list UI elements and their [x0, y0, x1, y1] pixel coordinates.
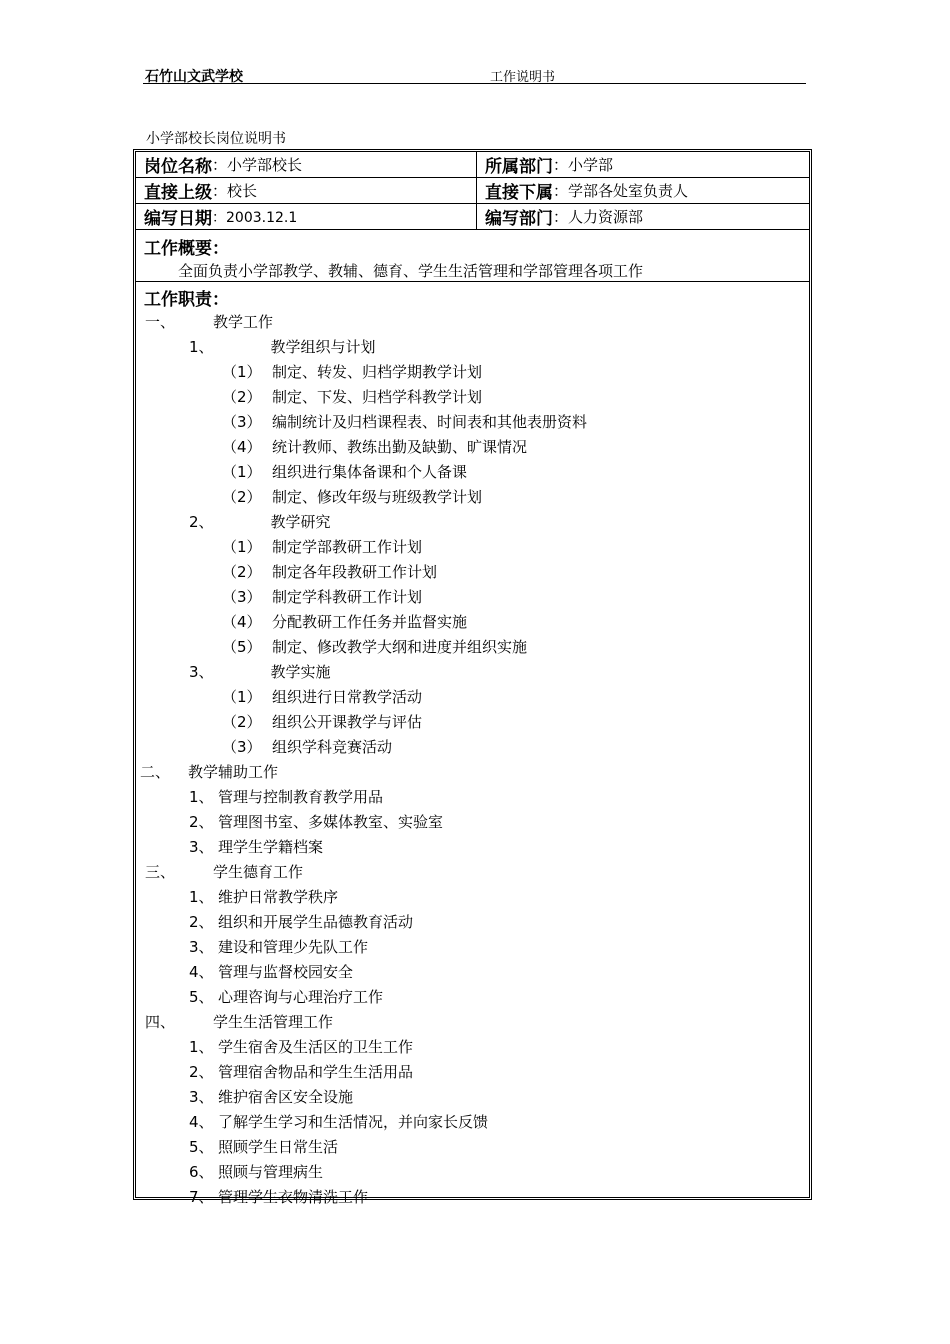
superior-cell	[144, 178, 257, 203]
dept-label: 所属部门	[485, 157, 553, 177]
list-item: （3） 编制统计及归档课程表、时间表和其他表册资料	[222, 413, 588, 431]
summary-text: 全面负责小学部教学、教辅、德育、学生生活管理和学部管理各项工作	[178, 262, 644, 280]
dept-value: ：小学部	[553, 156, 614, 174]
date-cell	[144, 204, 297, 229]
list-item: 7、 管理学生衣物清洗工作	[189, 1188, 369, 1206]
list-item: （2） 制定、下发、归档学科教学计划	[222, 388, 483, 406]
job-description-table	[133, 149, 812, 1206]
list-item: （3） 组织学科竞赛活动	[222, 738, 393, 756]
subsection-title: 教学组织与计划	[270, 338, 376, 356]
list-item: 2、 管理宿舍物品和学生生活用品	[189, 1063, 414, 1081]
list-item: （1） 制定学部教研工作计划	[222, 538, 423, 556]
author-dept-value: ：人力资源部	[553, 208, 644, 226]
section-number: 三、	[145, 863, 176, 881]
list-item: 1、 维护日常教学秩序	[189, 888, 339, 906]
list-item: 6、 照顾与管理病生	[189, 1163, 324, 1181]
section-student-life	[145, 1011, 333, 1032]
info-row-position	[136, 152, 809, 178]
duties-label: 工作职责：	[144, 290, 229, 310]
list-item: 3、 理学生学籍档案	[189, 838, 324, 856]
subsection-title: 教学实施	[270, 663, 331, 681]
header-divider	[143, 83, 806, 84]
section-moral-education	[145, 861, 303, 882]
date-label: 编写日期	[144, 209, 212, 229]
section-number: 一、	[145, 313, 176, 331]
list-item: 5、 心理咨询与心理治疗工作	[189, 988, 384, 1006]
list-item: 2、 管理图书室、多媒体教室、实验室	[189, 813, 444, 831]
list-item: （2） 制定、修改年级与班级教学计划	[222, 488, 483, 506]
school-name: 石竹山文武学校	[145, 69, 243, 85]
date-value: ：2003.12.1	[212, 209, 298, 226]
section-title: 教学工作	[213, 313, 274, 331]
position-cell	[144, 152, 302, 177]
section-auxiliary	[140, 761, 278, 782]
section-title: 教学辅助工作	[188, 763, 279, 781]
list-item: 2、 组织和开展学生品德教育活动	[189, 913, 414, 931]
document-title: 小学部校长岗位说明书	[146, 131, 286, 147]
dept-cell	[485, 152, 613, 177]
info-row-date	[136, 204, 809, 230]
list-item: （1） 组织进行日常教学活动	[222, 688, 423, 706]
list-item: （4） 统计教师、教练出勤及缺勤、旷课情况	[222, 438, 528, 456]
list-item: （4） 分配教研工作任务并监督实施	[222, 613, 468, 631]
subordinate-value: ：学部各处室负责人	[553, 182, 689, 200]
list-item: （2） 组织公开课教学与评估	[222, 713, 423, 731]
author-dept-label: 编写部门	[485, 209, 553, 229]
subsection-planning: 1、 教学组织与计划	[189, 338, 376, 356]
list-item: 1、 学生宿舍及生活区的卫生工作	[189, 1038, 414, 1056]
subsection-research: 2、 教学研究	[189, 513, 331, 531]
document-type: 工作说明书	[490, 70, 556, 85]
section-title: 学生生活管理工作	[213, 1013, 334, 1031]
list-item: （2） 制定各年段教研工作计划	[222, 563, 438, 581]
info-row-superior	[136, 178, 809, 204]
list-item: 1、 管理与控制教育教学用品	[189, 788, 384, 806]
section-number: 四、	[145, 1013, 176, 1031]
list-item: （5） 制定、修改教学大纲和进度并组织实施	[222, 638, 528, 656]
subordinate-cell	[485, 178, 688, 203]
position-value: ：小学部校长	[212, 156, 303, 174]
subsection-title: 教学研究	[270, 513, 331, 531]
section-title: 学生德育工作	[213, 863, 304, 881]
subsection-implementation: 3、 教学实施	[189, 663, 331, 681]
list-item: （1） 制定、转发、归档学期教学计划	[222, 363, 483, 381]
list-item: 5、 照顾学生日常生活	[189, 1138, 339, 1156]
summary-label: 工作概要：	[144, 239, 229, 259]
superior-label: 直接上级	[144, 183, 212, 203]
section-teaching	[145, 311, 273, 332]
list-item: 3、 维护宿舍区安全设施	[189, 1088, 354, 1106]
list-item: 3、 建设和管理少先队工作	[189, 938, 369, 956]
list-item: 4、 管理与监督校园安全	[189, 963, 354, 981]
author-dept-cell	[485, 204, 643, 229]
summary-divider	[136, 281, 809, 282]
subordinate-label: 直接下属	[485, 183, 553, 203]
list-item: （1） 组织进行集体备课和个人备课	[222, 463, 468, 481]
list-item: 4、 了解学生学习和生活情况，并向家长反馈	[189, 1113, 489, 1131]
section-number: 二、	[140, 763, 171, 781]
list-item: （3） 制定学科教研工作计划	[222, 588, 423, 606]
superior-value: ：校长	[212, 182, 258, 200]
position-label: 岗位名称	[144, 157, 212, 177]
